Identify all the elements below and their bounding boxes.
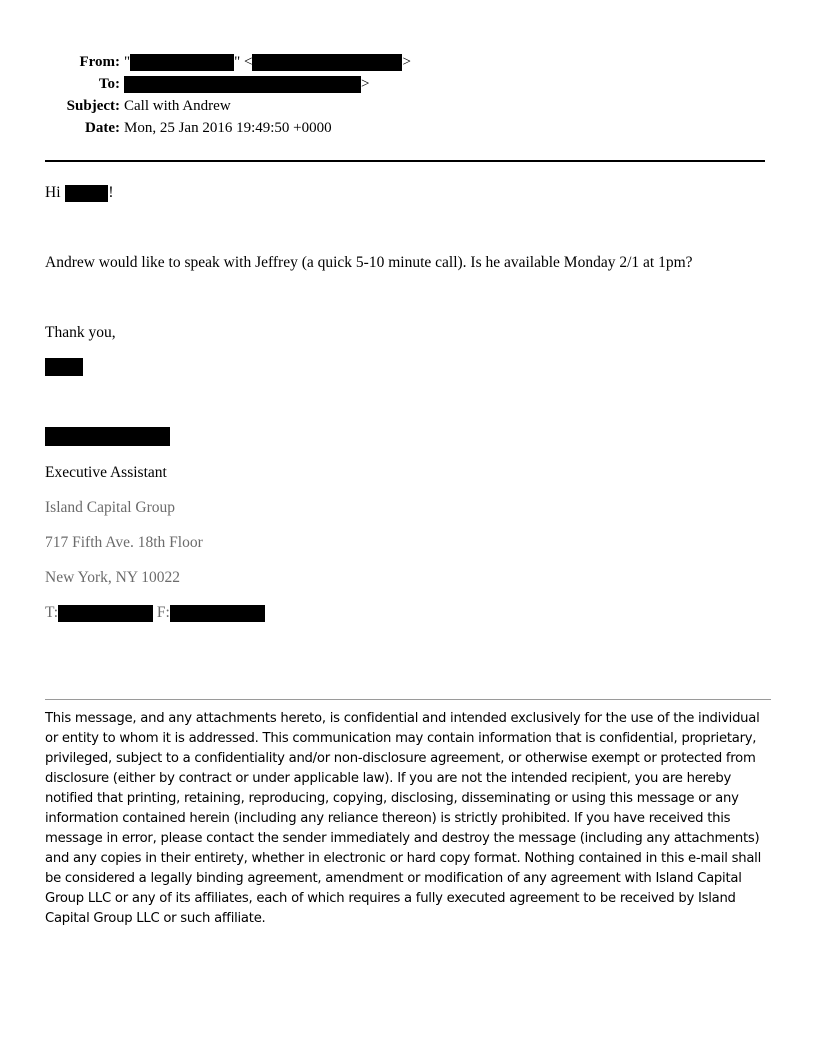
redacted-fax [170, 605, 265, 622]
redacted-phone [58, 605, 153, 622]
redacted-signature-fullname [45, 427, 170, 446]
fax-label: F: [156, 604, 170, 621]
closing-text: Thank you, [45, 324, 116, 341]
disclaimer-divider [45, 699, 771, 700]
message-text: Andrew would like to speak with Jeffrey (a quick 5-10 minute call). Is he available Monday 2/1 at 1pm? [45, 254, 693, 271]
signature-address-line2: New York, NY 10022 [45, 569, 181, 586]
confidentiality-disclaimer: This message, and any attachments hereto, is confidential and intended exclusively for the use of the individual or entity to whom it is addressed. This communication may contain information that is confidential, proprietary, privileged, subject to a confidentiality and/or non-disclosure agreement, or otherwise exempt or protected from disclosure (either by contract or under applicable law). If you are not the intended recipient, you are hereby notified that printing, retaining, reproducing, copying, disclosing, disseminating or using this message or any information contained herein (including any reliance thereon) is strictly prohibited. If you have received this message in error, please contact the sender immediately and destroy the message (including any attachments) and any copies in their entirety, whether in electronic or hard copy format. Nothing contained in this e-mail shall be considered a legally binding agreement, amendment or modification of any agreement with Island Capital Group LLC or any of its affiliates, each of which requires a fully executed agreement to be received by Island Capital Group LLC or such affiliate. [45, 711, 762, 926]
redacted-greeting-name [65, 185, 108, 202]
subject-label: Subject: [66, 98, 120, 114]
from-quote-close: " < [234, 54, 253, 70]
subject-value: Call with Andrew [124, 98, 231, 114]
from-value [124, 52, 411, 72]
from-label: From: [79, 54, 120, 70]
date-label: Date: [85, 120, 120, 136]
redacted-sender-email [252, 54, 402, 71]
greeting-suffix: ! [108, 184, 114, 201]
signature-address-line1: 717 Fifth Ave. 18th Floor [45, 534, 203, 551]
from-quote-open: " [124, 54, 131, 70]
signature-phone-fax [45, 603, 265, 623]
greeting-prefix: Hi [45, 184, 61, 201]
from-close: > [402, 54, 411, 70]
redacted-sender-name [130, 54, 234, 71]
date-value: Mon, 25 Jan 2016 19:49:50 +0000 [124, 120, 332, 136]
greeting [45, 183, 114, 203]
to-close: > [361, 76, 370, 92]
header-divider [45, 160, 765, 162]
signature-title: Executive Assistant [45, 464, 167, 481]
redacted-signature-name [45, 358, 83, 376]
phone-label: T: [45, 604, 59, 621]
to-value [124, 74, 369, 94]
redacted-recipient [124, 76, 361, 93]
signature-company: Island Capital Group [45, 499, 176, 516]
to-label: To: [98, 76, 120, 92]
